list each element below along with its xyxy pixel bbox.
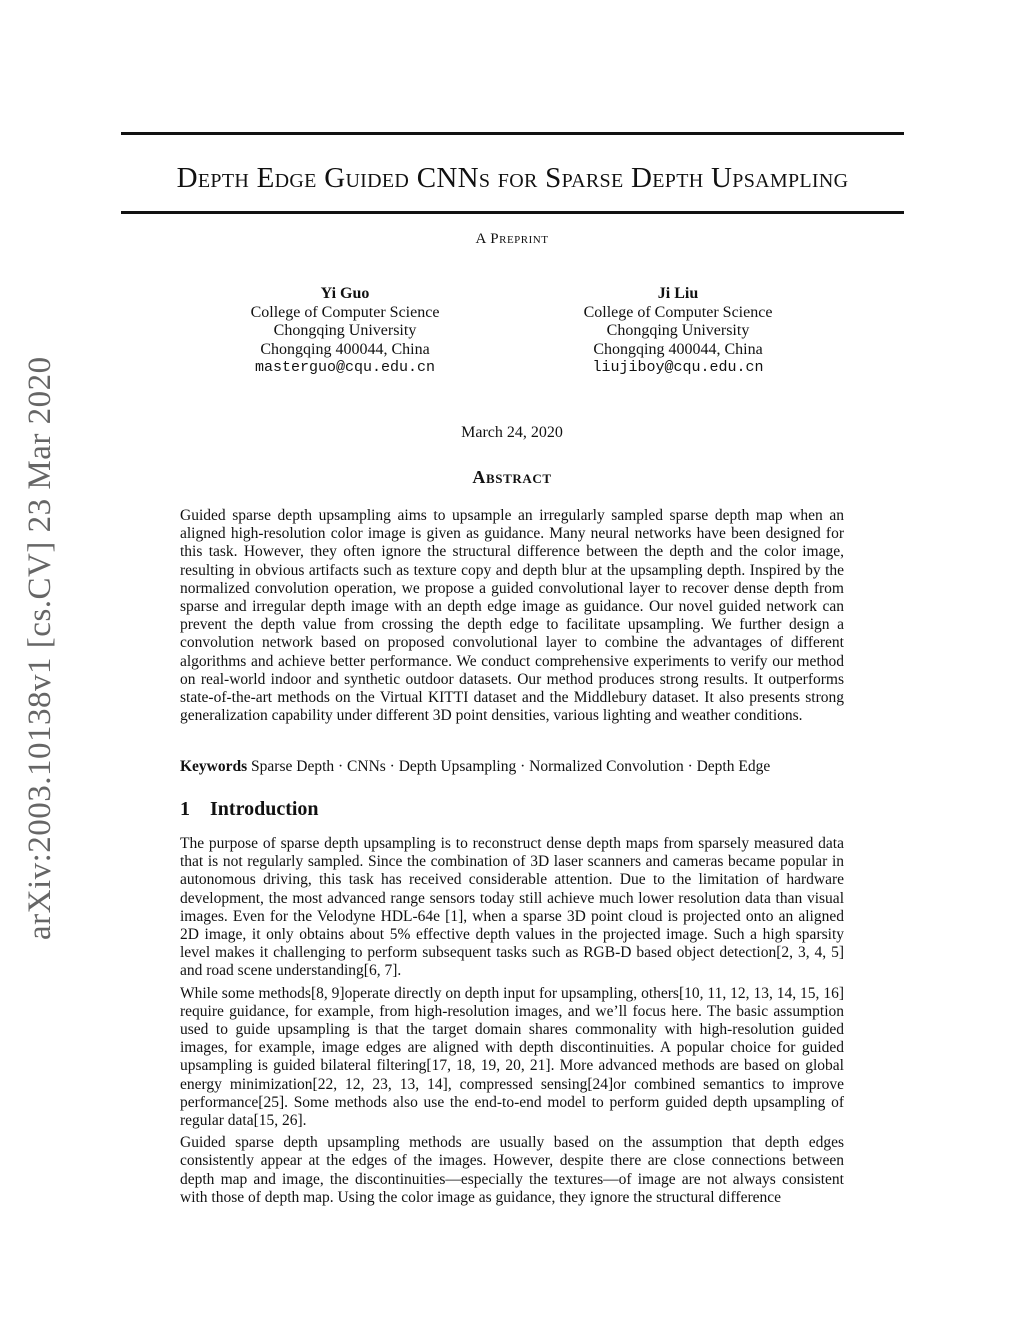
author-address: Chongqing 400044, China — [593, 340, 763, 358]
paragraph: While some methods[8, 9]operate directly on depth input for upsampling, others[10, 11, 12, 13, 14, 15, 16] require guidance, for example, from high-resolution images, and we’ll focus here. The basic assumption used to guide upsampling is that the target domain shares commonality with high-resolution guided images, for example, image edges are aligned with depth discontinuities. A popular choice for guided upsampling is guided bilateral filtering[17, 18, 19, 20, 21]. More advanced methods are based on global energy minimization[22, 12, 23, 13, 14], compressed sensing[24]or combined semantics to improve performance[25]. Some methods also use the end-to-end model to perform guided depth upsampling of regular data[15, 26]. — [180, 984, 844, 1130]
abstract-body: Guided sparse depth upsampling aims to upsample an irregularly sampled sparse depth map when an aligned high-resolution color image is given as guidance. Many neural networks have been designed for this task. However, they often ignore the structural difference between the depth and the color image, resulting in obvious artifacts such as texture copy and depth blur at the upsampling depth. Inspired by the normalized convolution operation, we propose a guided convolutional layer to recover dense depth from sparse and irregular depth image with an depth edge image as guidance. Our novel guided network can prevent the depth value from crossing the depth edge to facilitate upsampling. We further design a convolution network based on proposed convolutional layer to combine the advantages of different algorithms and achieve better performance. We conduct comprehensive experiments to verify our method on real-world indoor and synthetic outdoor datasets. Our method produces strong results. It outperforms state-of-the-art methods on the Virtual KITTI dataset and the Middlebury dataset. It also presents strong generalization capability under different 3D point densities, various lighting and weather conditions. — [180, 507, 844, 725]
author-university: Chongqing University — [273, 322, 417, 339]
author-university: Chongqing University — [606, 322, 750, 339]
keywords-line — [180, 758, 844, 776]
keywords-label: Keywords — [180, 758, 248, 775]
section-number: 1 — [180, 798, 190, 820]
section-title: Introduction — [210, 798, 319, 820]
section-heading — [180, 798, 319, 821]
author-email[interactable]: masterguo@cqu.edu.cn — [254, 359, 436, 376]
author-address: Chongqing 400044, China — [260, 340, 430, 358]
paragraph: The purpose of sparse depth upsampling is to reconstruct dense depth maps from sparsely measured data that is not regularly sampled. Since the combination of 3D laser scanners and cameras became popular in autonomous driving, this task has received considerable attention. Due to the limitation of hardware development, the most advanced range sensors today still achieve much lower resolution data than visual images. Even for the Velodyne HDL-64e [1], when a sparse 3D point cloud is projected onto an aligned 2D image, it only obtains about 5% effective depth values in the projected image. Such a high sparsity level makes it challenging to perform subsequent tasks such as RGB-D based object detection[2, 3, 4, 5] and road scene understanding[6, 7]. — [180, 835, 844, 980]
paper-title: Depth Edge Guided CNNs for Sparse Depth Upsampling — [176, 162, 849, 194]
publication-date: March 24, 2020 — [461, 424, 563, 441]
paragraph: Guided sparse depth upsampling methods are usually based on the assumption that depth edges consistently appear at the edges of the images. However, despite there are close connections between depth map and image, the discontinuities—especially the textures—of image are not always consistent with those of depth map. Using the color image as guidance, they ignore the structural difference — [180, 1134, 844, 1206]
abstract-heading: Abstract — [472, 467, 552, 487]
author-department: College of Computer Science — [250, 303, 440, 321]
author-name: Yi Guo — [320, 285, 370, 302]
arxiv-stamp: arXiv:2003.10138v1 [cs.CV] 23 Mar 2020 — [22, 356, 58, 940]
author-department: College of Computer Science — [583, 303, 773, 321]
author-block — [518, 285, 838, 378]
author-block — [185, 285, 505, 378]
author-email[interactable]: liujiboy@cqu.edu.cn — [592, 359, 764, 376]
keywords-text: Sparse Depth · CNNs · Depth Upsampling · Normalized Convolution · Depth Edge — [251, 758, 771, 775]
section-body — [180, 835, 844, 1211]
title-rule-bottom — [121, 211, 904, 214]
title-rule-top — [121, 132, 904, 135]
preprint-label: A Preprint — [475, 231, 549, 247]
author-name: Ji Liu — [657, 285, 699, 302]
